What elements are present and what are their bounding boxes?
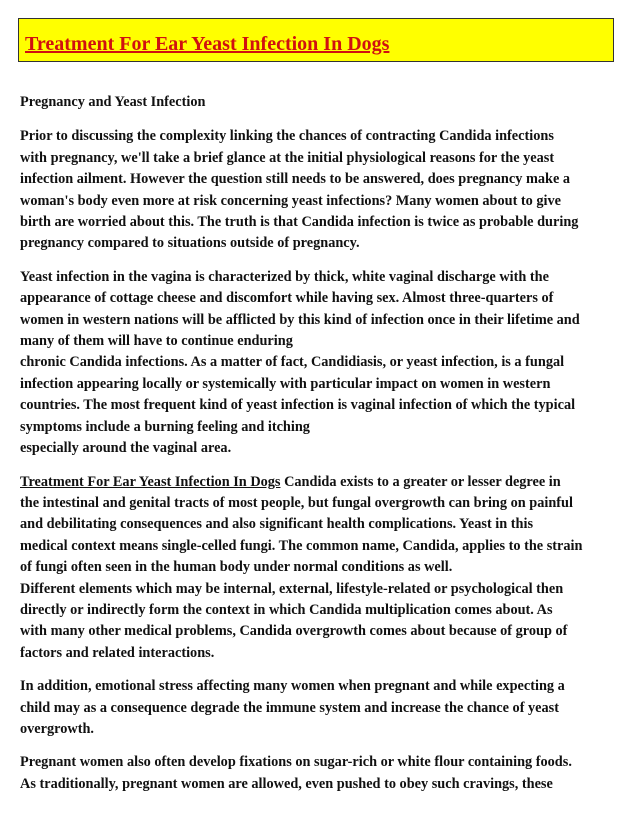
text-line <box>20 472 620 493</box>
text-line: infection appearing locally or systemically with particular impact on women in western <box>20 375 551 392</box>
paragraph-2 <box>20 267 620 460</box>
paragraph-5 <box>20 752 620 795</box>
text-line: Pregnant women also often develop fixations on sugar-rich or white flour containing foods. <box>20 754 572 771</box>
page-title[interactable]: Treatment For Ear Yeast Infection In Dogs <box>25 33 390 55</box>
text-line: In addition, emotional stress affecting many women when pregnant and while expecting a <box>20 678 565 695</box>
text-line: chronic Candida infections. As a matter of fact, Candidiasis, or yeast infection, is a fungal <box>20 354 565 371</box>
text-line: child may as a consequence degrade the immune system and increase the chance of yeast <box>20 699 560 716</box>
text-line: women in western nations will be afflicted by this kind of infection once in their lifetime and <box>20 311 580 328</box>
text-line: birth are worried about this. The truth is that Candida infection is twice as probable during <box>20 214 579 231</box>
article-body <box>20 92 620 807</box>
text-line: many of them will have to continue enduring <box>20 333 293 350</box>
text-fragment: Candida exists to a greater or lesser degree in <box>280 473 561 490</box>
text-line: overgrowth. <box>20 720 94 737</box>
text-line: factors and related interactions. <box>20 644 215 661</box>
text-line: Different elements which may be internal, external, lifestyle-related or psychological then <box>20 580 564 597</box>
section-heading: Pregnancy and Yeast Infection <box>20 94 206 110</box>
text-line: especially around the vaginal area. <box>20 440 232 457</box>
text-line: with many other medical problems, Candida overgrowth comes about because of group of <box>20 623 568 640</box>
text-line: medical context means single-celled fungi. The common name, Candida, applies to the strain <box>20 537 583 554</box>
text-line: appearance of cottage cheese and discomfort while having sex. Almost three-quarters of <box>20 290 554 307</box>
text-line: As traditionally, pregnant women are allowed, even pushed to obey such cravings, these <box>20 775 553 792</box>
text-line: of fungi often seen in the human body under normal conditions as well. <box>20 559 453 576</box>
text-line: symptoms include a burning feeling and itching <box>20 418 310 435</box>
text-line: the intestinal and genital tracts of most people, but fungal overgrowth can bring on painful <box>20 494 573 511</box>
article-link[interactable]: Treatment For Ear Yeast Infection In Dogs <box>20 473 281 490</box>
text-line: pregnancy compared to situations outside of pregnancy. <box>20 235 360 252</box>
text-line: directly or indirectly form the context in which Candida multiplication comes about. As <box>20 601 553 618</box>
paragraph-1 <box>20 126 620 254</box>
text-line: and debilitating consequences and also significant health complications. Yeast in this <box>20 516 534 533</box>
text-line: Prior to discussing the complexity linking the chances of contracting Candida infections <box>20 128 554 145</box>
text-line: countries. The most frequent kind of yeast infection is vaginal infection of which the typical <box>20 397 576 414</box>
title-banner <box>18 18 614 62</box>
text-line: infection ailment. However the question still needs to be answered, does pregnancy make a <box>20 171 571 188</box>
text-line: Yeast infection in the vagina is characterized by thick, white vaginal discharge with the <box>20 268 549 285</box>
paragraph-4 <box>20 676 620 740</box>
paragraph-3 <box>20 472 620 665</box>
text-line: woman's body even more at risk concerning yeast infections? Many women about to give <box>20 192 562 209</box>
text-line: with pregnancy, we'll take a brief glance at the initial physiological reasons for the yeast <box>20 149 555 166</box>
